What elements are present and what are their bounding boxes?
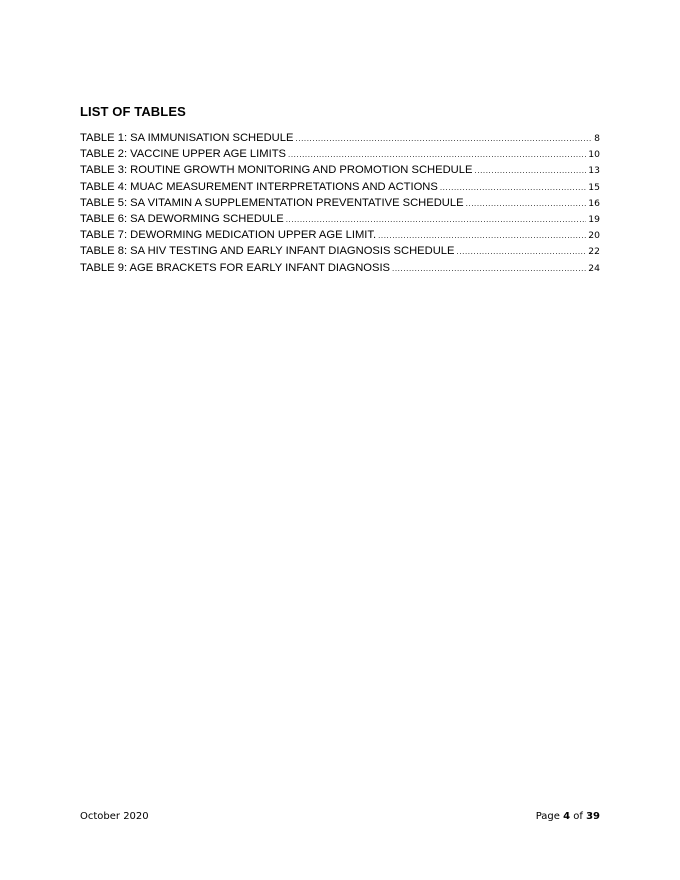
toc-dot-leader	[378, 228, 586, 244]
footer-date: October 2020	[80, 811, 149, 822]
toc-dot-leader	[392, 261, 586, 277]
toc-dot-leader	[440, 180, 586, 196]
footer-page-prefix: Page	[535, 811, 560, 822]
list-of-tables-heading: LIST OF TABLES	[80, 104, 186, 119]
toc-dot-leader	[466, 196, 587, 212]
toc-entry-table-6[interactable]	[80, 211, 600, 227]
toc-entry-page: 8	[594, 133, 600, 144]
toc-dot-leader	[456, 244, 586, 260]
table-of-contents	[80, 130, 600, 276]
toc-entry-table-9[interactable]	[80, 260, 600, 276]
toc-entry-label: TABLE 2: VACCINE UPPER AGE LIMITS	[80, 148, 286, 161]
toc-entry-page: 13	[588, 165, 600, 177]
toc-dot-leader	[474, 163, 586, 179]
toc-entry-label: TABLE 3: ROUTINE GROWTH MONITORING AND PROMOTION SCHEDULE	[80, 164, 473, 177]
toc-entry-label: TABLE 5: SA VITAMIN A SUPPLEMENTATION PREVENTATIVE SCHEDULE	[80, 196, 464, 209]
toc-entry-label: TABLE 6: SA DEWORMING SCHEDULE	[80, 212, 284, 225]
toc-entry-label: TABLE 8: SA HIV TESTING AND EARLY INFANT DIAGNOSIS SCHEDULE	[80, 245, 455, 258]
toc-entry-page: 19	[588, 213, 600, 225]
toc-dot-leader	[286, 212, 587, 228]
toc-dot-leader	[295, 131, 592, 147]
footer-page-current: 4	[563, 811, 571, 822]
toc-entry-table-2[interactable]	[80, 146, 600, 162]
toc-entry-table-8[interactable]	[80, 243, 600, 259]
toc-entry-label: TABLE 4: MUAC MEASUREMENT INTERPRETATIONS AND ACTIONS	[80, 180, 438, 193]
toc-entry-label: TABLE 7: DEWORMING MEDICATION UPPER AGE LIMIT.	[80, 229, 377, 242]
toc-entry-table-4[interactable]	[80, 179, 600, 195]
toc-entry-label: TABLE 9: AGE BRACKETS FOR EARLY INFANT DIAGNOSIS	[80, 261, 391, 274]
footer-page-sep: of	[573, 811, 583, 822]
toc-entry-label: TABLE 1: SA IMMUNISATION SCHEDULE	[80, 132, 294, 144]
toc-entry-page: 10	[588, 149, 600, 161]
toc-entry-table-7[interactable]	[80, 227, 600, 243]
toc-entry-table-1[interactable]	[80, 130, 600, 146]
toc-entry-page: 20	[588, 230, 600, 242]
toc-dot-leader	[288, 147, 586, 163]
toc-entry-table-3[interactable]	[80, 162, 600, 178]
toc-entry-page: 22	[588, 246, 600, 258]
footer-page-total: 39	[586, 811, 600, 822]
footer-page-number	[536, 811, 600, 822]
toc-entry-table-5[interactable]	[80, 195, 600, 211]
toc-entry-page: 16	[588, 197, 600, 209]
toc-entry-page: 24	[588, 262, 600, 274]
toc-entry-page: 15	[588, 181, 600, 193]
